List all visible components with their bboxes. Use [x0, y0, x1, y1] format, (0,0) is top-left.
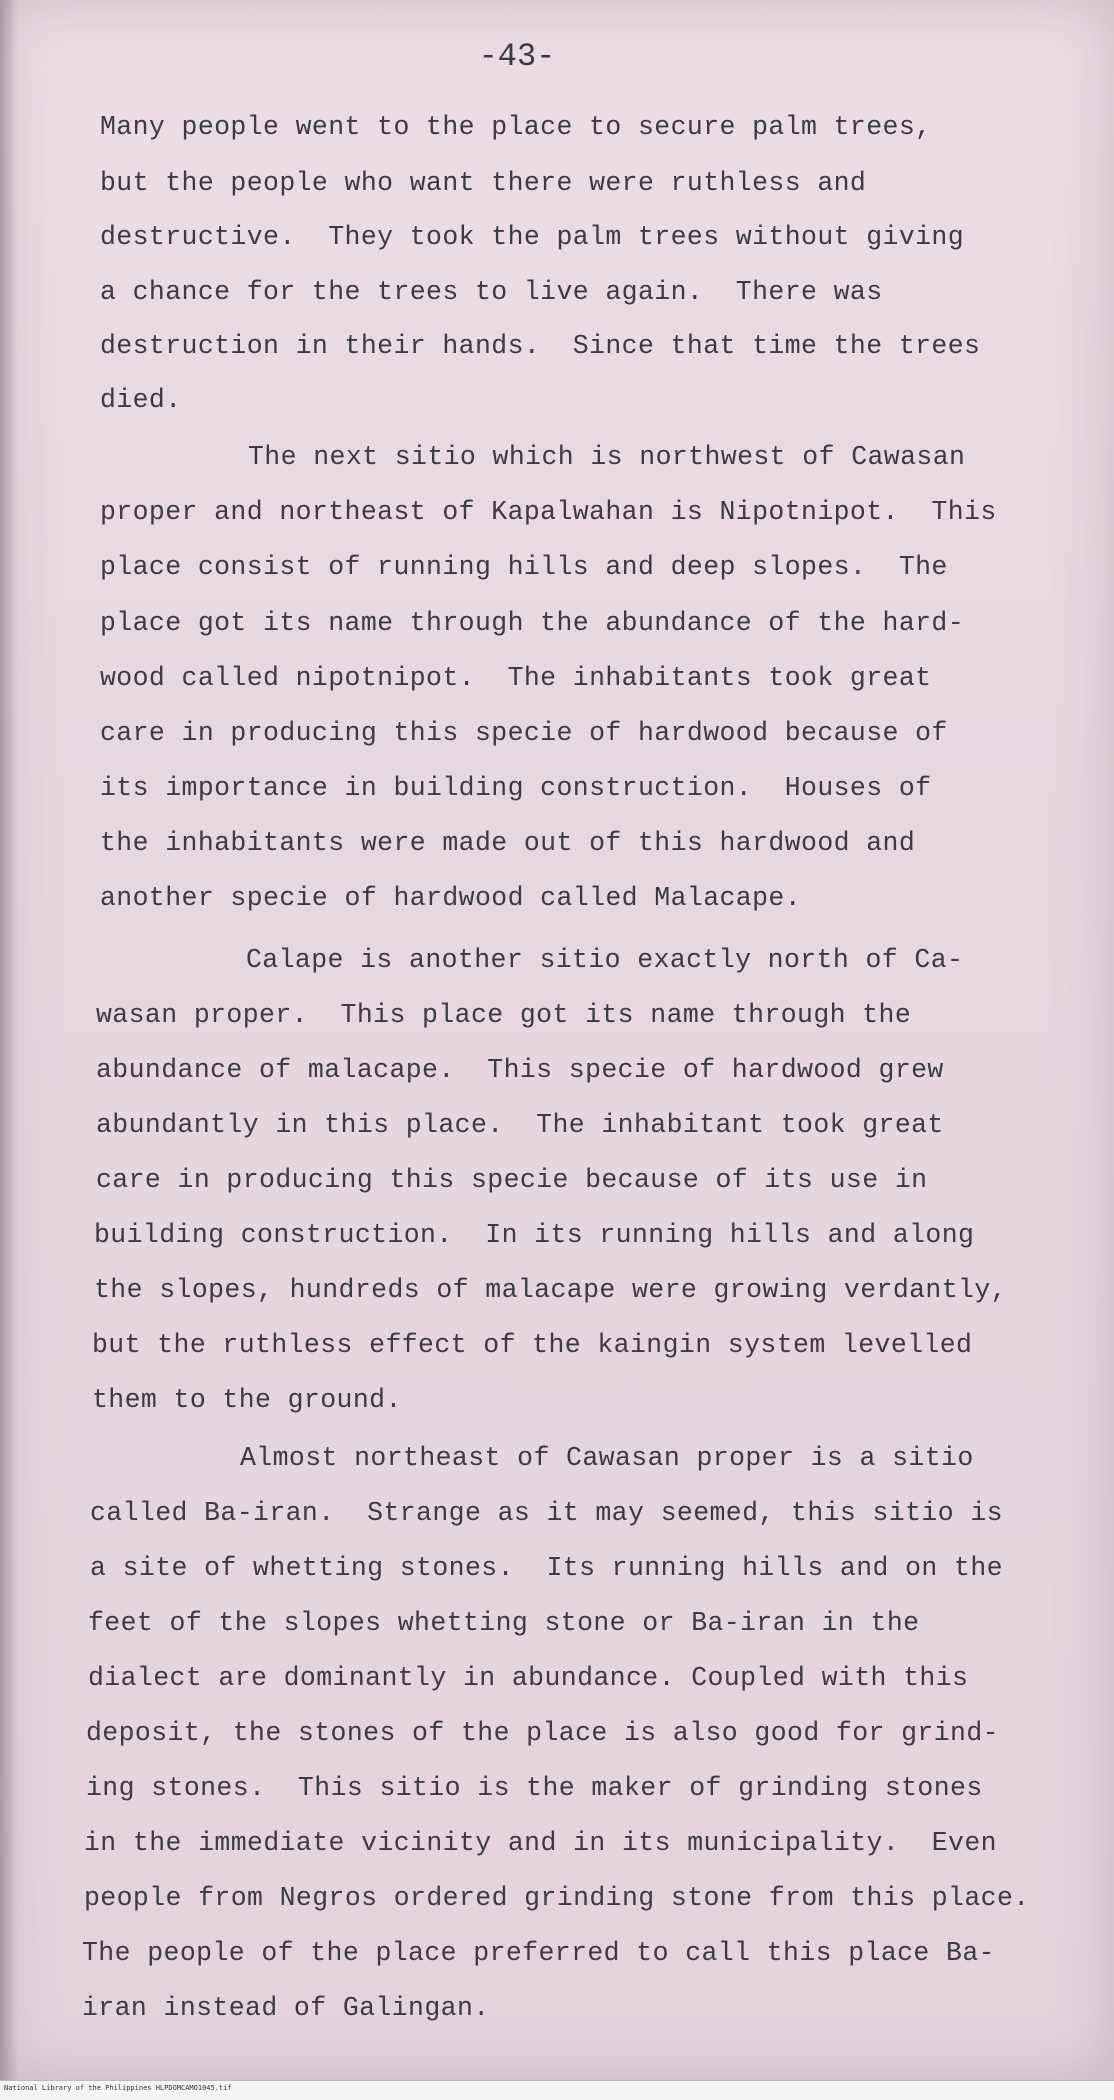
text-line: feet of the slopes whetting stone or Ba-iran in the [88, 1608, 920, 1638]
text-line: place got its name through the abundance of the hard- [100, 608, 965, 638]
text-line: its importance in building construction. Houses of [100, 773, 932, 803]
text-line: the slopes, hundreds of malacape were growing verdantly, [94, 1275, 1007, 1305]
text-line: another specie of hardwood called Malacape. [100, 883, 802, 913]
text-line: care in producing this specie because of its use in [96, 1165, 928, 1195]
text-line: Calape is another sitio exactly north of Ca- [246, 945, 964, 975]
text-line: but the people who want there were ruthless and [100, 168, 867, 198]
text-line: a chance for the trees to live again. There was [100, 277, 883, 307]
text-line: The next sitio which is northwest of Cawasan [248, 442, 966, 472]
text-line: iran instead of Galingan. [82, 1993, 490, 2023]
text-line: wasan proper. This place got its name through the [96, 1000, 912, 1030]
text-line: Many people went to the place to secure palm trees, [100, 112, 932, 142]
text-line: called Ba-iran. Strange as it may seemed, this sitio is [90, 1498, 1003, 1528]
text-line: care in producing this specie of hardwood because of [100, 718, 948, 748]
text-line: ing stones. This sitio is the maker of grinding stones [86, 1773, 983, 1803]
scan-footer [0, 2080, 1114, 2100]
text-line: but the ruthless effect of the kaingin system levelled [92, 1330, 973, 1360]
text-line: place consist of running hills and deep slopes. The [100, 552, 948, 582]
text-line: destructive. They took the palm trees without giving [100, 222, 965, 252]
page-edge-shadow [0, 0, 18, 2080]
footer-label: National Library of the Philippines HLPDOMCAMO1045.tif [4, 2084, 232, 2092]
text-line: deposit, the stones of the place is also good for grind- [86, 1718, 999, 1748]
text-line: proper and northeast of Kapalwahan is Nipotnipot. This [100, 497, 997, 527]
text-line: them to the ground. [92, 1385, 402, 1415]
text-line: The people of the place preferred to call this place Ba- [82, 1938, 995, 1968]
text-line: building construction. In its running hills and along [94, 1220, 975, 1250]
text-line: Almost northeast of Cawasan proper is a sitio [240, 1443, 974, 1473]
text-line: abundance of malacape. This specie of hardwood grew [96, 1055, 944, 1085]
text-line: abundantly in this place. The inhabitant took great [96, 1110, 944, 1140]
text-line: in the immediate vicinity and in its municipality. Even [84, 1828, 997, 1858]
text-line: wood called nipotnipot. The inhabitants took great [100, 663, 932, 693]
text-line: destruction in their hands. Since that time the trees [100, 331, 981, 361]
text-line: the inhabitants were made out of this hardwood and [100, 828, 916, 858]
text-line: dialect are dominantly in abundance. Coupled with this [88, 1663, 969, 1693]
page-number: -43- [478, 38, 556, 75]
text-line: a site of whetting stones. Its running hills and on the [90, 1553, 1003, 1583]
text-line: died. [100, 385, 182, 415]
text-line: people from Negros ordered grinding stone from this place. [84, 1883, 1030, 1913]
